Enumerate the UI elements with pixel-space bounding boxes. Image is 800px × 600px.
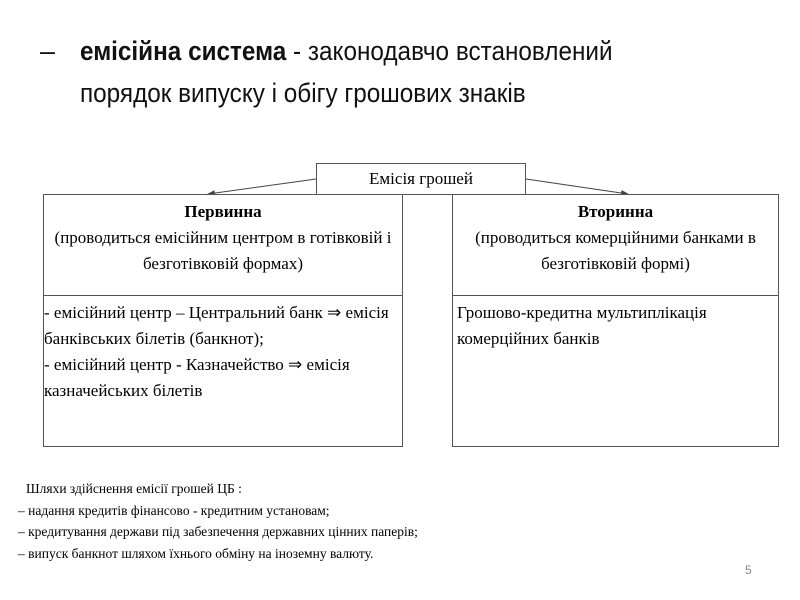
paths-item: – надання кредитів фінансово - кредитним установам;	[18, 502, 330, 518]
arrow-to-secondary	[526, 179, 628, 194]
primary-body	[44, 296, 402, 404]
title-definition: - законодавчо встановлений порядок випуску і обігу грошових знаків	[80, 36, 613, 108]
primary-item: - емісійний центр – Центральний банк ⇒ емісія банківських білетів (банкнот);	[44, 303, 389, 348]
secondary-header	[453, 195, 778, 296]
paths-item: – випуск банкнот шляхом їхнього обміну на іноземну валюту.	[18, 545, 374, 561]
primary-item: - емісійний центр - Казначейство ⇒ емісія казначейських білетів	[44, 355, 350, 400]
primary-subheading: (проводиться емісійним центром в готівковій і безготівковій формах)	[54, 228, 392, 273]
arrow-to-primary	[208, 179, 316, 194]
primary-header	[44, 195, 402, 296]
primary-heading: Первинна	[184, 202, 262, 221]
page-number: 5	[745, 563, 752, 577]
paths-heading: Шляхи здійснення емісії грошей ЦБ :	[26, 481, 242, 496]
title-term: емісійна система	[80, 36, 287, 66]
primary-emission-box	[43, 194, 403, 447]
secondary-subheading: (проводиться комерційними банками в безготівковій формі)	[475, 228, 756, 273]
emission-paths	[18, 478, 418, 564]
emission-root-box: Емісія грошей	[316, 163, 526, 195]
paths-item: – кредитування держави під забезпечення державних цінних паперів;	[18, 524, 418, 539]
secondary-heading: Вторинна	[577, 202, 654, 221]
title-dash: –	[40, 36, 56, 66]
secondary-body: Грошово-кредитна мультиплікація комерційних банків	[457, 303, 707, 348]
secondary-emission-box	[452, 194, 779, 447]
